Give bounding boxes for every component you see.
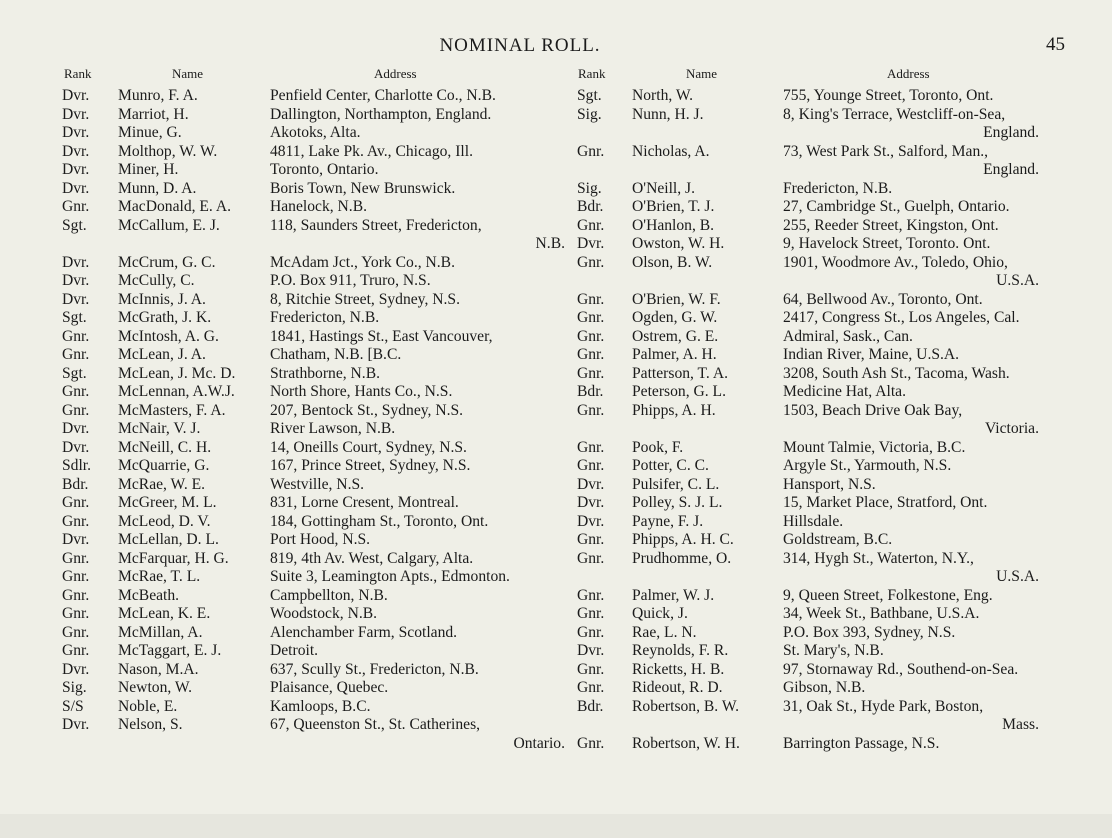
rank-cell: Gnr. — [62, 568, 90, 585]
address-continuation: England. — [983, 124, 1039, 141]
rank-cell: Dvr. — [577, 235, 605, 252]
roll-entry — [62, 291, 565, 310]
roll-entry — [577, 679, 1039, 698]
name-cell: Rae, L. N. — [632, 623, 697, 641]
rank-cell: Sgt. — [577, 87, 602, 104]
rank-cell: Sgt. — [62, 364, 87, 382]
name-cell: Potter, C. C. — [632, 457, 709, 474]
address-cell: St. Mary's, N.B. — [783, 642, 884, 659]
name-cell: McLean, J. A. — [118, 346, 206, 363]
rank-cell: Gnr. — [577, 290, 605, 308]
rank-cell: Dvr. — [62, 142, 90, 160]
rank-cell: Sdlr. — [62, 457, 92, 474]
roll-entry — [62, 346, 565, 365]
address-cell: Barrington Passage, N.S. — [783, 734, 940, 752]
address-cell: 819, 4th Av. West, Calgary, Alta. — [270, 549, 474, 567]
address-cell: Kamloops, B.C. — [270, 697, 371, 715]
address-cell: Hansport, N.S. — [783, 475, 876, 493]
name-cell: McMillan, A. — [118, 623, 203, 641]
roll-entry — [62, 365, 565, 384]
address-cell: Strathborne, N.B. — [270, 364, 381, 382]
roll-entry — [62, 402, 565, 421]
address-cell: 3208, South Ash St., Tacoma, Wash. — [783, 364, 1010, 382]
address-cell: Hanelock, N.B. — [270, 198, 368, 215]
address-cell: 314, Hygh St., Waterton, N.Y., — [783, 549, 974, 567]
rank-cell: Dvr. — [62, 531, 90, 548]
roll-entry — [62, 587, 565, 606]
name-cell: MacDonald, E. A. — [118, 198, 232, 215]
name-cell: McInnis, J. A. — [118, 290, 206, 308]
rank-cell: Dvr. — [62, 253, 90, 271]
roll-entry — [62, 143, 565, 162]
roll-entry — [62, 642, 565, 661]
rank-cell: Sgt. — [62, 309, 87, 326]
roll-entry — [62, 698, 565, 717]
address-cell: Toronto, Ontario. — [270, 161, 379, 178]
rank-cell: Gnr. — [62, 605, 90, 622]
rank-cell: Dvr. — [62, 420, 90, 437]
name-cell: McCrum, G. C. — [118, 253, 216, 271]
rank-cell: Gnr. — [577, 438, 605, 456]
address-cell: River Lawson, N.B. — [270, 420, 396, 437]
address-cell: 34, Week St., Bathbane, U.S.A. — [783, 605, 980, 622]
roll-entry — [62, 550, 565, 569]
address-cell: 118, Saunders Street, Fredericton, — [270, 216, 482, 234]
roll-entry — [62, 383, 565, 402]
address-header-left: Address — [374, 66, 417, 81]
address-cell: 1841, Hastings St., East Vancouver, — [270, 327, 493, 345]
address-cell: Akotoks, Alta. — [270, 124, 361, 141]
address-cell: Penfield Center, Charlotte Co., N.B. — [270, 87, 496, 104]
roll-entry — [577, 735, 1039, 754]
address-cell: 831, Lorne Cresent, Montreal. — [270, 494, 459, 511]
address-cell: Mount Talmie, Victoria, B.C. — [783, 438, 966, 456]
address-cell: 27, Cambridge St., Guelph, Ontario. — [783, 198, 1010, 215]
name-cell: Noble, E. — [118, 697, 178, 715]
roll-entry — [577, 291, 1039, 310]
address-cell: 167, Prince Street, Sydney, N.S. — [270, 457, 471, 474]
address-cell: 4811, Lake Pk. Av., Chicago, Ill. — [270, 142, 473, 160]
rank-cell: Gnr. — [577, 346, 605, 363]
address-continuation: N.B. — [535, 235, 565, 252]
name-cell: McRae, W. E. — [118, 475, 206, 493]
rank-cell: Dvr. — [62, 87, 90, 104]
rank-cell: Gnr. — [577, 327, 605, 345]
name-cell: Robertson, W. H. — [632, 734, 740, 752]
rank-cell: Gnr. — [62, 346, 90, 363]
address-cell: 1901, Woodmore Av., Toledo, Ohio, — [783, 253, 1008, 271]
name-header-left: Name — [172, 66, 204, 81]
name-cell: Munro, F. A. — [118, 87, 198, 104]
address-cell: 1503, Beach Drive Oak Bay, — [783, 401, 963, 419]
address-cell: Westville, N.S. — [270, 475, 365, 493]
name-cell: Phipps, A. H. — [632, 401, 716, 419]
rank-header-left: Rank — [64, 66, 92, 81]
roll-entry — [62, 679, 565, 698]
name-cell: Olson, B. W. — [632, 253, 713, 271]
rank-cell: Gnr. — [62, 642, 90, 659]
roll-entry — [577, 180, 1039, 199]
rank-cell: Gnr. — [62, 549, 90, 567]
name-cell: Reynolds, F. R. — [632, 642, 729, 659]
name-cell: Payne, F. J. — [632, 512, 704, 530]
roll-entry — [577, 402, 1039, 439]
name-cell: McNair, V. J. — [118, 420, 201, 437]
rank-cell: Gnr. — [577, 401, 605, 419]
roll-entry — [577, 198, 1039, 217]
rank-cell: Dvr. — [62, 179, 90, 197]
roll-entry — [62, 605, 565, 624]
roll-entry — [577, 235, 1039, 254]
address-cell: Argyle St., Yarmouth, N.S. — [783, 457, 952, 474]
roll-entry — [577, 642, 1039, 661]
name-cell: McCully, C. — [118, 272, 195, 289]
address-cell: 8, Ritchie Street, Sydney, N.S. — [270, 290, 460, 308]
address-cell: 255, Reeder Street, Kingston, Ont. — [783, 216, 999, 234]
roll-entry — [62, 198, 565, 217]
name-cell: McIntosh, A. G. — [118, 327, 219, 345]
name-cell: Rideout, R. D. — [632, 679, 723, 696]
roll-entry — [62, 568, 565, 587]
rank-cell: Gnr. — [62, 401, 90, 419]
rank-cell: Gnr. — [577, 623, 605, 641]
rank-cell: Dvr. — [577, 642, 605, 659]
rank-cell: Gnr. — [577, 586, 605, 604]
name-cell: McGrath, J. K. — [118, 309, 212, 326]
address-cell: 2417, Congress St., Los Angeles, Cal. — [783, 309, 1020, 326]
name-cell: McLellan, D. L. — [118, 531, 219, 548]
roll-entry — [577, 513, 1039, 532]
name-cell: Nunn, H. J. — [632, 105, 704, 123]
roll-entry — [62, 439, 565, 458]
roll-entry — [62, 513, 565, 532]
rank-cell: Gnr. — [62, 198, 90, 215]
name-cell: McLeod, D. V. — [118, 512, 211, 530]
name-cell: Owston, W. H. — [632, 235, 725, 252]
roll-entry — [577, 143, 1039, 180]
roll-entry — [577, 365, 1039, 384]
rank-cell: Gnr. — [577, 253, 605, 271]
address-cell: Hillsdale. — [783, 512, 844, 530]
name-cell: O'Neill, J. — [632, 179, 696, 197]
rank-cell: Gnr. — [577, 549, 605, 567]
rank-cell: Dvr. — [62, 438, 90, 456]
rank-cell: Gnr. — [577, 364, 605, 382]
name-cell: McGreer, M. L. — [118, 494, 217, 511]
rank-cell: Bdr. — [577, 697, 604, 715]
rank-cell: Gnr. — [577, 734, 605, 752]
name-cell: Ricketts, H. B. — [632, 660, 725, 678]
roll-entry — [577, 457, 1039, 476]
roll-column-right — [577, 87, 1039, 753]
rank-cell: Dvr. — [577, 494, 605, 511]
address-cell: P.O. Box 393, Sydney, N.S. — [783, 623, 956, 641]
rank-cell: Gnr. — [577, 142, 605, 160]
rank-cell: Gnr. — [577, 216, 605, 234]
name-cell: Molthop, W. W. — [118, 142, 218, 160]
roll-entry — [62, 624, 565, 643]
roll-entry — [62, 457, 565, 476]
address-cell: Woodstock, N.B. — [270, 605, 378, 622]
rank-cell: Sig. — [62, 679, 87, 696]
address-cell: Suite 3, Leamington Apts., Edmonton. — [270, 568, 510, 585]
address-cell: 15, Market Place, Stratford, Ont. — [783, 494, 988, 511]
name-cell: Newton, W. — [118, 679, 193, 696]
name-cell: Nason, M.A. — [118, 660, 199, 678]
name-cell: Miner, H. — [118, 161, 179, 178]
name-cell: McNeill, C. H. — [118, 438, 212, 456]
roll-entry — [62, 661, 565, 680]
address-cell: 207, Bentock St., Sydney, N.S. — [270, 401, 464, 419]
address-cell: 9, Queen Street, Folkestone, Eng. — [783, 586, 993, 604]
address-continuation: U.S.A. — [996, 568, 1039, 585]
name-cell: Palmer, W. J. — [632, 586, 715, 604]
address-header-right: Address — [887, 66, 930, 81]
rank-cell: S/S — [62, 697, 84, 715]
rank-cell: Sig. — [577, 105, 602, 123]
rank-cell: Dvr. — [62, 105, 90, 123]
address-continuation: England. — [983, 161, 1039, 178]
rank-cell: Bdr. — [62, 475, 89, 493]
roll-entry — [577, 309, 1039, 328]
rank-cell: Dvr. — [62, 290, 90, 308]
address-cell: Dallington, Northampton, England. — [270, 105, 492, 123]
roll-column-left — [62, 87, 565, 753]
name-cell: Nelson, S. — [118, 716, 183, 733]
roll-entry — [62, 309, 565, 328]
roll-entry — [62, 272, 565, 291]
address-continuation: U.S.A. — [996, 272, 1039, 289]
address-cell: P.O. Box 911, Truro, N.S. — [270, 272, 431, 289]
address-cell: Detroit. — [270, 642, 319, 659]
address-cell: Admiral, Sask., Can. — [783, 327, 913, 345]
roll-entry — [62, 254, 565, 273]
address-cell: Fredericton, N.B. — [270, 309, 380, 326]
rank-cell: Gnr. — [577, 457, 605, 474]
name-cell: Pook, F. — [632, 438, 684, 456]
rank-cell: Sig. — [577, 179, 602, 197]
rank-cell: Gnr. — [577, 309, 605, 326]
address-cell: Chatham, N.B. [B.C. — [270, 346, 402, 363]
address-continuation: Mass. — [1002, 716, 1039, 733]
roll-entry — [62, 420, 565, 439]
name-cell: Nicholas, A. — [632, 142, 710, 160]
address-cell: Plaisance, Quebec. — [270, 679, 389, 696]
roll-entry — [62, 161, 565, 180]
address-cell: 184, Gottingham St., Toronto, Ont. — [270, 512, 489, 530]
name-cell: Prudhomme, O. — [632, 549, 732, 567]
rank-cell: Bdr. — [577, 198, 604, 215]
name-cell: O'Brien, W. F. — [632, 290, 721, 308]
roll-entry — [62, 124, 565, 143]
name-cell: Minue, G. — [118, 124, 182, 141]
roll-entry — [577, 698, 1039, 735]
name-cell: Phipps, A. H. C. — [632, 531, 734, 548]
address-cell: Indian River, Maine, U.S.A. — [783, 346, 960, 363]
rank-cell: Gnr. — [62, 586, 90, 604]
roll-entry — [62, 180, 565, 199]
roll-entry — [62, 217, 565, 254]
rank-cell: Dvr. — [62, 716, 90, 733]
name-cell: McLean, J. Mc. D. — [118, 364, 236, 382]
scan-margin — [0, 814, 1112, 838]
address-cell: Boris Town, New Brunswick. — [270, 179, 456, 197]
roll-entry — [62, 328, 565, 347]
roll-entry — [62, 531, 565, 550]
roll-entry — [577, 217, 1039, 236]
address-cell: Gibson, N.B. — [783, 679, 866, 696]
name-cell: McTaggart, E. J. — [118, 642, 222, 659]
roll-entry — [62, 716, 565, 753]
rank-cell: Gnr. — [577, 531, 605, 548]
roll-entry — [577, 87, 1039, 106]
name-cell: McCallum, E. J. — [118, 216, 220, 234]
name-cell: Polley, S. J. L. — [632, 494, 723, 511]
rank-cell: Gnr. — [62, 383, 90, 400]
address-cell: 73, West Park St., Salford, Man., — [783, 142, 989, 160]
address-cell: 8, King's Terrace, Westcliff-on-Sea, — [783, 105, 1006, 123]
rank-header-right: Rank — [578, 66, 606, 81]
name-cell: Peterson, G. L. — [632, 383, 726, 400]
rank-cell: Dvr. — [62, 660, 90, 678]
roll-entry — [577, 328, 1039, 347]
column-headers — [0, 66, 1112, 82]
roll-entry — [577, 254, 1039, 291]
rank-cell: Dvr. — [577, 475, 605, 493]
roll-entry — [62, 494, 565, 513]
name-cell: McMasters, F. A. — [118, 401, 226, 419]
name-cell: Robertson, B. W. — [632, 697, 740, 715]
name-cell: McBeath. — [118, 586, 180, 604]
roll-entry — [577, 550, 1039, 587]
name-cell: North, W. — [632, 87, 694, 104]
roll-entry — [577, 476, 1039, 495]
address-cell: Medicine Hat, Alta. — [783, 383, 906, 400]
name-cell: Palmer, A. H. — [632, 346, 717, 363]
name-cell: Munn, D. A. — [118, 179, 197, 197]
roll-entry — [577, 106, 1039, 143]
page-title: NOMINAL ROLL. — [439, 35, 601, 56]
address-cell: Fredericton, N.B. — [783, 179, 893, 197]
name-cell: Quick, J. — [632, 605, 688, 622]
rank-cell: Dvr. — [62, 161, 90, 178]
address-cell: 67, Queenston St., St. Catherines, — [270, 716, 481, 733]
roll-entry — [577, 346, 1039, 365]
roll-entry — [62, 106, 565, 125]
address-cell: 755, Younge Street, Toronto, Ont. — [783, 87, 994, 104]
name-cell: McQuarrie, G. — [118, 457, 210, 474]
roll-entry — [577, 624, 1039, 643]
roll-entry — [577, 605, 1039, 624]
name-cell: McFarquar, H. G. — [118, 549, 229, 567]
address-cell: 64, Bellwood Av., Toronto, Ont. — [783, 290, 983, 308]
name-cell: McRae, T. L. — [118, 568, 201, 585]
roll-entry — [577, 587, 1039, 606]
rank-cell: Gnr. — [62, 494, 90, 511]
name-cell: Patterson, T. A. — [632, 364, 729, 382]
address-cell: Goldstream, B.C. — [783, 531, 893, 548]
name-cell: O'Brien, T. J. — [632, 198, 715, 215]
name-cell: Ostrem, G. E. — [632, 327, 719, 345]
name-cell: Pulsifer, C. L. — [632, 475, 720, 493]
roll-entry — [62, 87, 565, 106]
rank-cell: Gnr. — [62, 623, 90, 641]
roll-entry — [577, 531, 1039, 550]
address-cell: 637, Scully St., Fredericton, N.B. — [270, 660, 479, 678]
rank-cell: Gnr. — [577, 660, 605, 678]
roll-entry — [62, 476, 565, 495]
rank-cell: Dvr. — [62, 272, 90, 289]
name-cell: McLean, K. E. — [118, 605, 211, 622]
address-continuation: Ontario. — [513, 734, 565, 752]
address-cell: Port Hood, N.S. — [270, 531, 371, 548]
rank-cell: Sgt. — [62, 216, 87, 234]
address-cell: 31, Oak St., Hyde Park, Boston, — [783, 697, 984, 715]
name-cell: O'Hanlon, B. — [632, 216, 715, 234]
rank-cell: Dvr. — [62, 124, 90, 141]
roll-entry — [577, 661, 1039, 680]
address-cell: 97, Stornaway Rd., Southend-on-Sea. — [783, 660, 1019, 678]
address-cell: Campbellton, N.B. — [270, 586, 388, 604]
address-cell: McAdam Jct., York Co., N.B. — [270, 253, 455, 271]
page-number: 45 — [1046, 34, 1065, 55]
roll-entry — [577, 439, 1039, 458]
rank-cell: Gnr. — [577, 605, 605, 622]
rank-cell: Gnr. — [62, 512, 90, 530]
name-cell: Ogden, G. W. — [632, 309, 718, 326]
rank-cell: Gnr. — [577, 679, 605, 696]
address-cell: Alenchamber Farm, Scotland. — [270, 623, 458, 641]
address-cell: 14, Oneills Court, Sydney, N.S. — [270, 438, 467, 456]
roll-entry — [577, 383, 1039, 402]
address-continuation: Victoria. — [984, 420, 1039, 437]
rank-cell: Dvr. — [577, 512, 605, 530]
name-header-right: Name — [686, 66, 718, 81]
name-cell: Marriot, H. — [118, 105, 189, 123]
rank-cell: Bdr. — [577, 383, 604, 400]
address-cell: 9, Havelock Street, Toronto. Ont. — [783, 235, 991, 252]
name-cell: McLennan, A.W.J. — [118, 383, 235, 400]
roll-entry — [577, 494, 1039, 513]
rank-cell: Gnr. — [62, 327, 90, 345]
address-cell: North Shore, Hants Co., N.S. — [270, 383, 453, 400]
